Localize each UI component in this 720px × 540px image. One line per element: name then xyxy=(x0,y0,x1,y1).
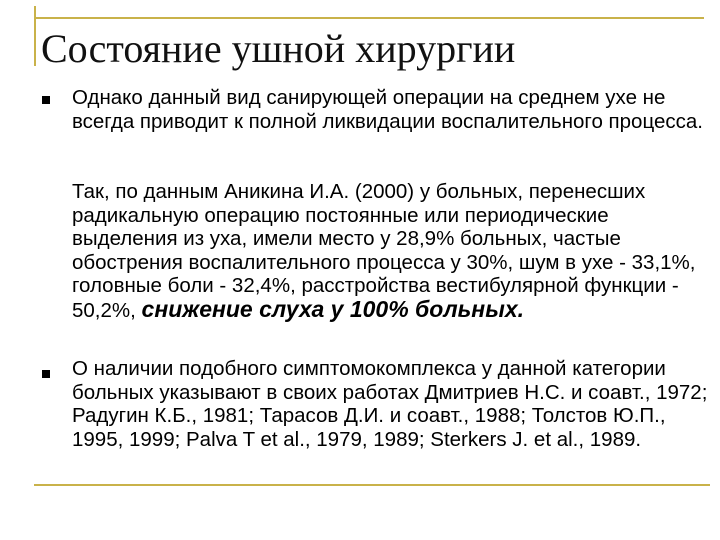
bullet-1-emphasis: снижение слуха у 100% больных. xyxy=(141,295,525,322)
top-decorative-rule xyxy=(34,17,704,19)
bullet-1-statistics-text: Так, по данным Аникина И.А. (2000) у больных, перенесших радикальную операцию постоянные или периодические выделения из уха, имели место у 28,9% больных, частые обострения воспалительного процесса у 30%, шум в ухе - 33,1%, головные боли - 32,4%, расстройства вестибулярной функции - 50,2%, xyxy=(72,180,696,322)
slide-title: Состояние ушной хирургии xyxy=(41,26,516,71)
bullet-1-paragraph-1: Однако данный вид санирующей операции на среднем ухе не всегда приводит к полной ликвидации воспалительного процесса. xyxy=(72,86,703,133)
bullet-2-paragraph: О наличии подобного симптомокомплекса у данной категории больных указывают в своих работах Дмитриев Н.С. и соавт., 1972; Радугин К.Б., 1981; Тарасов Д.И. и соавт., 1988; Толстов Ю.П., 1995, 1999; Palva T et al., 1979, 1989; Sterkers J. et al., 1989. xyxy=(72,357,708,451)
left-decorative-rule xyxy=(34,6,36,66)
bottom-decorative-rule xyxy=(34,484,710,486)
bullet-1-paragraph-2 xyxy=(72,180,718,322)
bullet-marker-2 xyxy=(42,370,50,378)
bullet-marker-1 xyxy=(42,96,50,104)
